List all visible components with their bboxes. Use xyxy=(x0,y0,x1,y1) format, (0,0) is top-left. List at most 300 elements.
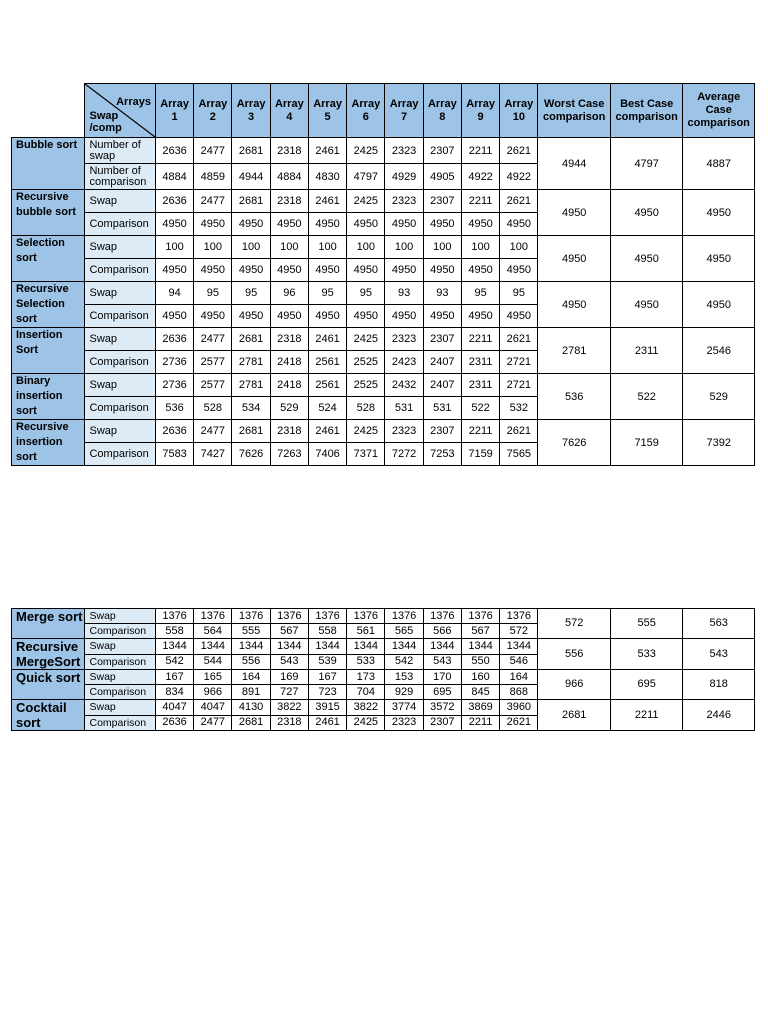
value-cell: 2477 xyxy=(194,328,232,351)
value-cell: 170 xyxy=(423,670,461,685)
value-cell: 544 xyxy=(194,654,232,670)
value-cell: 1376 xyxy=(347,609,385,624)
metric-label: Comparison xyxy=(85,715,155,731)
value-cell: 4950 xyxy=(232,305,270,328)
value-cell: 4950 xyxy=(308,259,346,282)
value-cell: 2311 xyxy=(461,351,499,374)
avg-case-cell: 2546 xyxy=(683,328,755,374)
table-row xyxy=(12,609,755,624)
value-cell: 1376 xyxy=(232,609,270,624)
empty-corner-cell xyxy=(12,84,85,138)
value-cell: 100 xyxy=(155,236,193,259)
algorithm-name: Cocktail sort xyxy=(12,700,85,731)
value-cell: 4830 xyxy=(308,164,346,190)
value-cell: 4950 xyxy=(232,213,270,236)
value-cell: 7406 xyxy=(308,443,346,466)
algorithm-name: Recursive Selection sort xyxy=(12,282,85,328)
value-cell: 566 xyxy=(423,624,461,639)
metric-label: Swap xyxy=(85,420,155,443)
column-header: Array 7 xyxy=(385,84,423,138)
value-cell: 4950 xyxy=(423,259,461,282)
value-cell: 4950 xyxy=(347,259,385,282)
value-cell: 868 xyxy=(500,685,538,700)
value-cell: 153 xyxy=(385,670,423,685)
value-cell: 3869 xyxy=(461,700,499,716)
value-cell: 1344 xyxy=(423,639,461,655)
table-row xyxy=(12,236,755,259)
worst-case-cell: 536 xyxy=(538,374,610,420)
value-cell: 2525 xyxy=(347,374,385,397)
value-cell: 3572 xyxy=(423,700,461,716)
value-cell: 1376 xyxy=(308,609,346,624)
value-cell: 524 xyxy=(308,397,346,420)
value-cell: 2477 xyxy=(194,190,232,213)
corner-label-swap-comp: Swap /comp xyxy=(89,110,122,134)
value-cell: 95 xyxy=(232,282,270,305)
value-cell: 2418 xyxy=(270,351,308,374)
merge-quick-cocktail-table xyxy=(11,608,755,731)
metric-label: Number of swap xyxy=(85,138,155,164)
value-cell: 4944 xyxy=(232,164,270,190)
value-cell: 4950 xyxy=(385,259,423,282)
worst-case-cell: 572 xyxy=(538,609,610,639)
column-header: Worst Case comparison xyxy=(538,84,610,138)
value-cell: 4950 xyxy=(347,305,385,328)
value-cell: 4047 xyxy=(194,700,232,716)
table-row xyxy=(12,190,755,213)
value-cell: 845 xyxy=(461,685,499,700)
value-cell: 2621 xyxy=(500,190,538,213)
algorithm-name: Quick sort xyxy=(12,670,85,700)
value-cell: 704 xyxy=(347,685,385,700)
value-cell: 4950 xyxy=(461,259,499,282)
value-cell: 2736 xyxy=(155,374,193,397)
value-cell: 4950 xyxy=(232,259,270,282)
value-cell: 93 xyxy=(385,282,423,305)
value-cell: 529 xyxy=(270,397,308,420)
value-cell: 550 xyxy=(461,654,499,670)
value-cell: 4950 xyxy=(270,305,308,328)
metric-label: Swap xyxy=(85,670,155,685)
value-cell: 834 xyxy=(155,685,193,700)
value-cell: 723 xyxy=(308,685,346,700)
value-cell: 532 xyxy=(500,397,538,420)
value-cell: 1376 xyxy=(423,609,461,624)
value-cell: 1376 xyxy=(461,609,499,624)
worst-case-cell: 7626 xyxy=(538,420,610,466)
table-row xyxy=(12,639,755,655)
value-cell: 4905 xyxy=(423,164,461,190)
table-row xyxy=(12,700,755,716)
avg-case-cell: 4887 xyxy=(683,138,755,190)
value-cell: 7272 xyxy=(385,443,423,466)
value-cell: 4950 xyxy=(194,213,232,236)
worst-case-cell: 2681 xyxy=(538,700,610,731)
value-cell: 100 xyxy=(194,236,232,259)
value-cell: 2621 xyxy=(500,715,538,731)
value-cell: 7253 xyxy=(423,443,461,466)
value-cell: 4950 xyxy=(385,305,423,328)
value-cell: 966 xyxy=(194,685,232,700)
value-cell: 4950 xyxy=(194,305,232,328)
value-cell: 4950 xyxy=(423,213,461,236)
value-cell: 95 xyxy=(308,282,346,305)
value-cell: 558 xyxy=(155,624,193,639)
best-case-cell: 2311 xyxy=(610,328,682,374)
value-cell: 2425 xyxy=(347,420,385,443)
value-cell: 2425 xyxy=(347,328,385,351)
worst-case-cell: 2781 xyxy=(538,328,610,374)
worst-case-cell: 966 xyxy=(538,670,610,700)
value-cell: 543 xyxy=(423,654,461,670)
value-cell: 2318 xyxy=(270,190,308,213)
value-cell: 2323 xyxy=(385,328,423,351)
algorithm-name: Selection sort xyxy=(12,236,85,282)
value-cell: 727 xyxy=(270,685,308,700)
value-cell: 1344 xyxy=(232,639,270,655)
best-case-cell: 4950 xyxy=(610,282,682,328)
value-cell: 1344 xyxy=(500,639,538,655)
worst-case-cell: 4950 xyxy=(538,236,610,282)
value-cell: 1376 xyxy=(155,609,193,624)
value-cell: 528 xyxy=(347,397,385,420)
value-cell: 2407 xyxy=(423,351,461,374)
value-cell: 1344 xyxy=(155,639,193,655)
value-cell: 533 xyxy=(347,654,385,670)
worst-case-cell: 4944 xyxy=(538,138,610,190)
value-cell: 4950 xyxy=(155,305,193,328)
avg-case-cell: 4950 xyxy=(683,236,755,282)
value-cell: 542 xyxy=(385,654,423,670)
value-cell: 2681 xyxy=(232,715,270,731)
value-cell: 2307 xyxy=(423,138,461,164)
best-case-cell: 2211 xyxy=(610,700,682,731)
value-cell: 2211 xyxy=(461,420,499,443)
value-cell: 2461 xyxy=(308,420,346,443)
best-case-cell: 4950 xyxy=(610,236,682,282)
algorithm-name: Merge sort xyxy=(12,609,85,639)
column-header: Array 1 xyxy=(155,84,193,138)
value-cell: 4922 xyxy=(461,164,499,190)
value-cell: 565 xyxy=(385,624,423,639)
algorithm-name: Bubble sort xyxy=(12,138,85,190)
value-cell: 891 xyxy=(232,685,270,700)
metric-label: Swap xyxy=(85,374,155,397)
value-cell: 4884 xyxy=(270,164,308,190)
value-cell: 95 xyxy=(347,282,385,305)
value-cell: 4950 xyxy=(385,213,423,236)
table-row xyxy=(12,374,755,397)
value-cell: 4950 xyxy=(270,259,308,282)
value-cell: 160 xyxy=(461,670,499,685)
value-cell: 2307 xyxy=(423,420,461,443)
metric-label: Comparison xyxy=(85,397,155,420)
value-cell: 164 xyxy=(500,670,538,685)
value-cell: 169 xyxy=(270,670,308,685)
metric-label: Swap xyxy=(85,700,155,716)
value-cell: 4797 xyxy=(347,164,385,190)
value-cell: 2621 xyxy=(500,328,538,351)
value-cell: 7263 xyxy=(270,443,308,466)
value-cell: 3960 xyxy=(500,700,538,716)
header-corner-cell xyxy=(85,84,155,138)
value-cell: 2323 xyxy=(385,420,423,443)
value-cell: 4130 xyxy=(232,700,270,716)
value-cell: 546 xyxy=(500,654,538,670)
column-header: Array 10 xyxy=(500,84,538,138)
value-cell: 567 xyxy=(461,624,499,639)
value-cell: 555 xyxy=(232,624,270,639)
value-cell: 2318 xyxy=(270,420,308,443)
value-cell: 2636 xyxy=(155,138,193,164)
value-cell: 2461 xyxy=(308,138,346,164)
value-cell: 3915 xyxy=(308,700,346,716)
value-cell: 2432 xyxy=(385,374,423,397)
column-header: Array 3 xyxy=(232,84,270,138)
table-row xyxy=(12,670,755,685)
value-cell: 2461 xyxy=(308,715,346,731)
value-cell: 7427 xyxy=(194,443,232,466)
value-cell: 164 xyxy=(232,670,270,685)
value-cell: 2577 xyxy=(194,374,232,397)
metric-label: Swap xyxy=(85,282,155,305)
column-header: Array 2 xyxy=(194,84,232,138)
value-cell: 2781 xyxy=(232,351,270,374)
table-row xyxy=(12,138,755,164)
value-cell: 572 xyxy=(500,624,538,639)
value-cell: 2636 xyxy=(155,420,193,443)
value-cell: 2307 xyxy=(423,190,461,213)
value-cell: 100 xyxy=(347,236,385,259)
value-cell: 1344 xyxy=(194,639,232,655)
metric-label: Number of comparison xyxy=(85,164,155,190)
value-cell: 100 xyxy=(385,236,423,259)
value-cell: 564 xyxy=(194,624,232,639)
value-cell: 4950 xyxy=(500,213,538,236)
value-cell: 100 xyxy=(270,236,308,259)
worst-case-cell: 556 xyxy=(538,639,610,670)
value-cell: 1376 xyxy=(270,609,308,624)
value-cell: 95 xyxy=(500,282,538,305)
value-cell: 2211 xyxy=(461,190,499,213)
value-cell: 1376 xyxy=(194,609,232,624)
value-cell: 561 xyxy=(347,624,385,639)
value-cell: 100 xyxy=(461,236,499,259)
value-cell: 2461 xyxy=(308,328,346,351)
value-cell: 2681 xyxy=(232,328,270,351)
best-case-cell: 522 xyxy=(610,374,682,420)
value-cell: 4950 xyxy=(308,213,346,236)
value-cell: 929 xyxy=(385,685,423,700)
value-cell: 2307 xyxy=(423,328,461,351)
value-cell: 3822 xyxy=(347,700,385,716)
avg-case-cell: 4950 xyxy=(683,282,755,328)
value-cell: 100 xyxy=(423,236,461,259)
algorithm-name: Recursive insertion sort xyxy=(12,420,85,466)
avg-case-cell: 4950 xyxy=(683,190,755,236)
metric-label: Swap xyxy=(85,328,155,351)
metric-label: Comparison xyxy=(85,351,155,374)
value-cell: 4950 xyxy=(155,213,193,236)
column-header: Array 9 xyxy=(461,84,499,138)
best-case-cell: 695 xyxy=(610,670,682,700)
value-cell: 4950 xyxy=(461,305,499,328)
value-cell: 2736 xyxy=(155,351,193,374)
column-header: Best Case comparison xyxy=(610,84,682,138)
value-cell: 4884 xyxy=(155,164,193,190)
value-cell: 2323 xyxy=(385,190,423,213)
value-cell: 1344 xyxy=(461,639,499,655)
value-cell: 542 xyxy=(155,654,193,670)
metric-label: Comparison xyxy=(85,443,155,466)
value-cell: 558 xyxy=(308,624,346,639)
value-cell: 1376 xyxy=(500,609,538,624)
table-row xyxy=(12,328,755,351)
value-cell: 2307 xyxy=(423,715,461,731)
sorting-results-table xyxy=(11,83,755,466)
value-cell: 4950 xyxy=(500,305,538,328)
value-cell: 2425 xyxy=(347,190,385,213)
best-case-cell: 4797 xyxy=(610,138,682,190)
value-cell: 7159 xyxy=(461,443,499,466)
table-row xyxy=(12,282,755,305)
value-cell: 2311 xyxy=(461,374,499,397)
value-cell: 4950 xyxy=(347,213,385,236)
best-case-cell: 7159 xyxy=(610,420,682,466)
algorithm-name: Recursive bubble sort xyxy=(12,190,85,236)
value-cell: 1344 xyxy=(308,639,346,655)
value-cell: 4047 xyxy=(155,700,193,716)
worst-case-cell: 4950 xyxy=(538,282,610,328)
value-cell: 2721 xyxy=(500,351,538,374)
algorithm-name: Recursive MergeSort xyxy=(12,639,85,670)
value-cell: 539 xyxy=(308,654,346,670)
value-cell: 2721 xyxy=(500,374,538,397)
value-cell: 7371 xyxy=(347,443,385,466)
value-cell: 543 xyxy=(270,654,308,670)
column-header: Array 4 xyxy=(270,84,308,138)
value-cell: 2318 xyxy=(270,328,308,351)
value-cell: 95 xyxy=(194,282,232,305)
value-cell: 2621 xyxy=(500,138,538,164)
value-cell: 2418 xyxy=(270,374,308,397)
avg-case-cell: 563 xyxy=(683,609,755,639)
value-cell: 4950 xyxy=(155,259,193,282)
metric-label: Swap xyxy=(85,609,155,624)
best-case-cell: 555 xyxy=(610,609,682,639)
column-header: Array 5 xyxy=(308,84,346,138)
value-cell: 167 xyxy=(308,670,346,685)
value-cell: 528 xyxy=(194,397,232,420)
value-cell: 522 xyxy=(461,397,499,420)
value-cell: 2318 xyxy=(270,715,308,731)
value-cell: 167 xyxy=(155,670,193,685)
value-cell: 2477 xyxy=(194,715,232,731)
best-case-cell: 4950 xyxy=(610,190,682,236)
value-cell: 100 xyxy=(500,236,538,259)
value-cell: 695 xyxy=(423,685,461,700)
value-cell: 2425 xyxy=(347,715,385,731)
value-cell: 4929 xyxy=(385,164,423,190)
algorithm-name: Binary insertion sort xyxy=(12,374,85,420)
value-cell: 534 xyxy=(232,397,270,420)
value-cell: 96 xyxy=(270,282,308,305)
value-cell: 2636 xyxy=(155,328,193,351)
value-cell: 7626 xyxy=(232,443,270,466)
value-cell: 2781 xyxy=(232,374,270,397)
value-cell: 2577 xyxy=(194,351,232,374)
value-cell: 2681 xyxy=(232,138,270,164)
value-cell: 7565 xyxy=(500,443,538,466)
value-cell: 1344 xyxy=(270,639,308,655)
value-cell: 4950 xyxy=(461,213,499,236)
worst-case-cell: 4950 xyxy=(538,190,610,236)
avg-case-cell: 543 xyxy=(683,639,755,670)
value-cell: 2561 xyxy=(308,374,346,397)
value-cell: 2621 xyxy=(500,420,538,443)
algorithm-name: Insertion Sort xyxy=(12,328,85,374)
value-cell: 1344 xyxy=(385,639,423,655)
metric-label: Swap xyxy=(85,190,155,213)
avg-case-cell: 2446 xyxy=(683,700,755,731)
value-cell: 94 xyxy=(155,282,193,305)
avg-case-cell: 529 xyxy=(683,374,755,420)
value-cell: 2477 xyxy=(194,138,232,164)
value-cell: 95 xyxy=(461,282,499,305)
metric-label: Comparison xyxy=(85,654,155,670)
value-cell: 2461 xyxy=(308,190,346,213)
value-cell: 2211 xyxy=(461,138,499,164)
value-cell: 2211 xyxy=(461,328,499,351)
metric-label: Swap xyxy=(85,236,155,259)
value-cell: 1344 xyxy=(347,639,385,655)
value-cell: 93 xyxy=(423,282,461,305)
value-cell: 4950 xyxy=(194,259,232,282)
column-header: Array 6 xyxy=(347,84,385,138)
value-cell: 4950 xyxy=(500,259,538,282)
metric-label: Comparison xyxy=(85,624,155,639)
value-cell: 2323 xyxy=(385,138,423,164)
value-cell: 2323 xyxy=(385,715,423,731)
value-cell: 2525 xyxy=(347,351,385,374)
value-cell: 2407 xyxy=(423,374,461,397)
metric-label: Swap xyxy=(85,639,155,655)
value-cell: 2561 xyxy=(308,351,346,374)
value-cell: 4950 xyxy=(270,213,308,236)
value-cell: 100 xyxy=(308,236,346,259)
value-cell: 100 xyxy=(232,236,270,259)
column-header: Average Case comparison xyxy=(683,84,755,138)
avg-case-cell: 7392 xyxy=(683,420,755,466)
value-cell: 2681 xyxy=(232,420,270,443)
metric-label: Comparison xyxy=(85,259,155,282)
value-cell: 531 xyxy=(385,397,423,420)
corner-label-arrays: Arrays xyxy=(116,96,151,108)
metric-label: Comparison xyxy=(85,305,155,328)
value-cell: 2318 xyxy=(270,138,308,164)
value-cell: 1376 xyxy=(385,609,423,624)
metric-label: Comparison xyxy=(85,213,155,236)
value-cell: 2425 xyxy=(347,138,385,164)
value-cell: 556 xyxy=(232,654,270,670)
value-cell: 4950 xyxy=(308,305,346,328)
value-cell: 536 xyxy=(155,397,193,420)
value-cell: 2211 xyxy=(461,715,499,731)
avg-case-cell: 818 xyxy=(683,670,755,700)
table-row xyxy=(12,420,755,443)
value-cell: 165 xyxy=(194,670,232,685)
value-cell: 531 xyxy=(423,397,461,420)
